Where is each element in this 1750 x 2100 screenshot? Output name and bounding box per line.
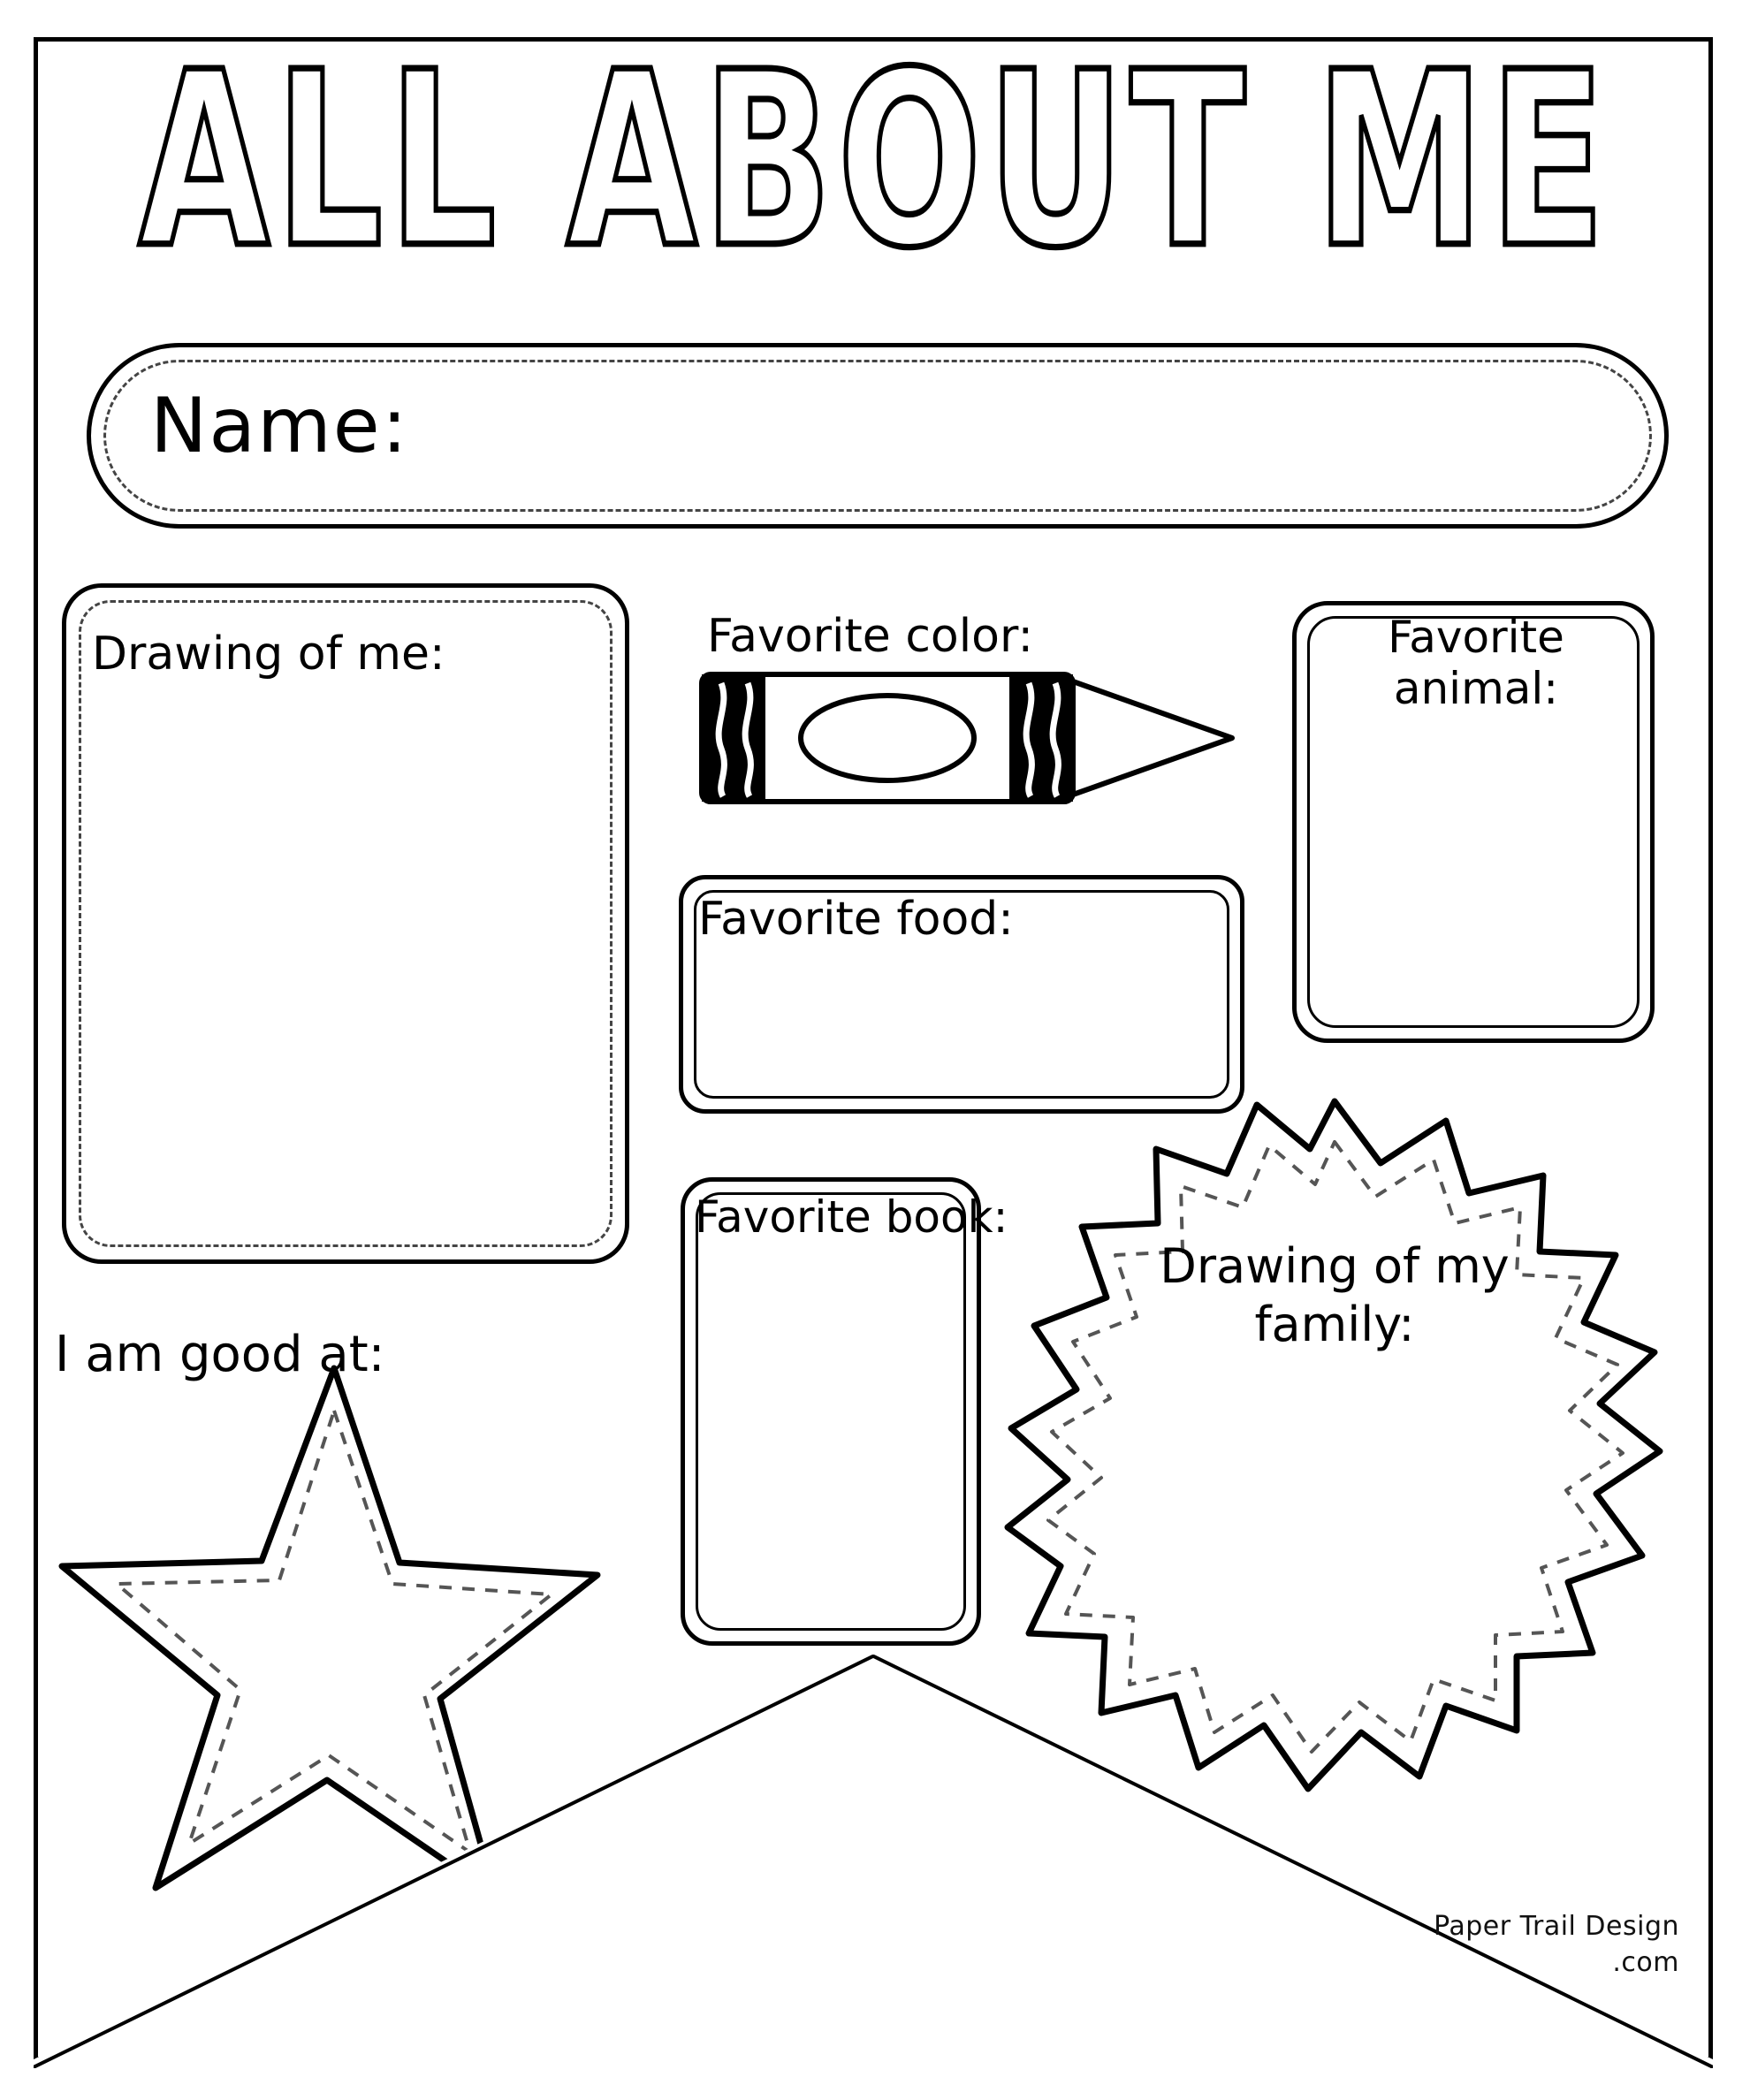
page-title-text: ALL ABOUT ME <box>139 20 1611 302</box>
favorite-color-label: Favorite color: <box>707 610 1033 663</box>
watermark-line-2: .com <box>1612 1946 1679 1978</box>
drawing-of-me-label: Drawing of me: <box>92 628 445 681</box>
drawing-of-my-family-label <box>1140 1237 1529 1354</box>
name-label: Name: <box>150 382 409 470</box>
favorite-book-label: Favorite book: <box>695 1191 1008 1243</box>
favorite-book-box[interactable] <box>681 1177 981 1646</box>
banner-chevron-icon <box>34 1644 1713 2068</box>
crayon-icon[interactable] <box>698 667 1264 809</box>
favorite-animal-label: Favorite animal: <box>1388 612 1564 714</box>
good-at-label: I am good at: <box>55 1326 385 1383</box>
family-label-line1: Drawing of <box>1160 1238 1420 1294</box>
favorite-food-label: Favorite food: <box>698 893 1014 946</box>
favorite-book-inner-border <box>696 1192 966 1631</box>
watermark <box>1423 1909 1679 1981</box>
page-title <box>106 20 1644 302</box>
watermark-line-1: Paper Trail Design <box>1434 1911 1679 1942</box>
family-label-line2: my family: <box>1254 1238 1510 1352</box>
drawing-of-me-box[interactable] <box>62 583 629 1264</box>
drawing-of-me-dashed-guide <box>79 600 612 1247</box>
